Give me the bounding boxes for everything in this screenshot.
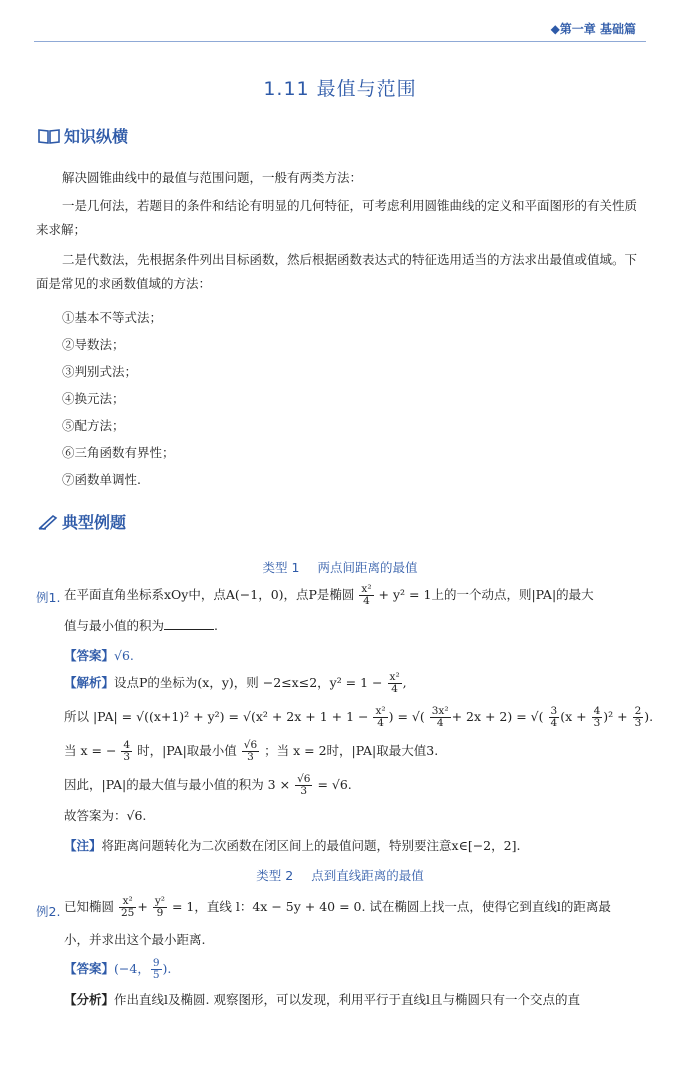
paragraph-1: 解决圆锥曲线中的最值与范围问题，一般有两类方法：: [62, 170, 363, 185]
type-1-title: [0, 558, 680, 576]
example-1-answer: 【答案】√6.: [64, 648, 134, 663]
method-item: ②导数法；: [62, 337, 125, 352]
section-knowledge: [38, 124, 128, 147]
fraction: $\frac{\text{x²}}{4}$: [361, 583, 372, 607]
example-1-analysis-2: 所以 |PA| = √((x+1)² + y²) = √(x² + 2x + 1 + 1 − $\frac{\text{x²}}{4}$ ) = √( $\frac{\text{3x²}}{4}$ + 2x + 2) = √( $\frac{3}{4}$ (x + $\frac{4}{3}$ )² + $\frac{2}{3}$ ).: [64, 705, 654, 729]
method-item: ⑤配方法；: [62, 418, 125, 433]
type-2-label: 类型 2: [256, 868, 294, 883]
type-1-label: 类型 1: [262, 560, 300, 575]
pen-icon: [38, 514, 58, 530]
answer-blank: [164, 629, 214, 630]
example-2-analysis: 【分析】作出直线l及椭圆. 观察图形，可以发现，利用平行于直线l且与椭圆只有一个交点的直: [64, 992, 580, 1007]
type-2-title: [0, 866, 680, 884]
example-1-question: 在平面直角坐标系xOy中，点A(−1，0)，点P是椭圆 $\frac{\text{x²}}{4}$ + y² = 1上的一个动点，则|PA|的最大: [64, 583, 594, 607]
method-item: ④换元法；: [62, 391, 125, 406]
example-2-answer: 【答案】(−4， $\frac{9}{5}$ ).: [64, 957, 172, 981]
example-1-analysis-3: 当 x = − $\frac{4}{3}$ 时，|PA|取最小值 $\frac{√6}{3}$ ；当 x = 2时，|PA|取最大值3.: [64, 739, 439, 763]
example-1-note: 【注】将距离问题转化为二次函数在闭区间上的最值问题，特别要注意x∈[−2，2].: [64, 838, 521, 853]
example-2-question: 已知椭圆 $\frac{\text{x²}}{25}$ + $\frac{\text{y²}}{9}$ = 1，直线 l：4x − 5y + 40 = 0. 试在椭圆上找一点，使得它到直线l的距离最: [64, 895, 611, 919]
example-2-question-cont: 小，并求出这个最小距离.: [64, 932, 206, 947]
paragraph-2: 一是几何法，若题目的条件和结论有明显的几何特征，可考虑利用圆锥曲线的定义和平面图形的有关性质来求解；: [36, 198, 638, 237]
example-2-label: 例2.: [36, 904, 61, 919]
page-title: 1.11 最值与范围: [263, 78, 417, 100]
section-knowledge-label: 知识纵横: [64, 127, 129, 146]
paragraph-3: 二是代数法，先根据条件列出目标函数，然后根据函数表达式的特征选用适当的方法求出最值或值域。下面是常见的求函数值域的方法：: [36, 252, 638, 291]
example-1-analysis-5: 故答案为：√6.: [64, 808, 147, 823]
method-item: ⑦函数单调性.: [62, 472, 141, 487]
book-icon: [38, 128, 60, 144]
fraction: $\frac{\text{x²}}{4}$: [389, 671, 400, 695]
chapter-header: ◆第一章 基础篇: [550, 22, 636, 36]
type-1-name: 两点间距离的最值: [317, 560, 418, 575]
example-1-analysis-1: 【解析】设点P的坐标为(x，y)，则 −2≤x≤2，y² = 1 − $\frac{\text{x²}}{4}$ ,: [64, 671, 407, 695]
method-item: ⑥三角函数有界性；: [62, 445, 175, 460]
type-2-name: 点到直线距离的最值: [311, 868, 424, 883]
example-1-label: 例1.: [36, 590, 61, 605]
header-divider: [34, 41, 646, 42]
section-examples-label: 典型例题: [62, 513, 127, 532]
method-item: ③判别式法；: [62, 364, 138, 379]
example-1-analysis-4: 因此，|PA|的最大值与最小值的积为 3 × $\frac{√6}{3}$ = √6.: [64, 773, 352, 797]
example-1-question-cont: 值与最小值的积为 .: [64, 618, 218, 633]
section-examples: [38, 510, 126, 533]
method-item: ①基本不等式法；: [62, 310, 163, 325]
